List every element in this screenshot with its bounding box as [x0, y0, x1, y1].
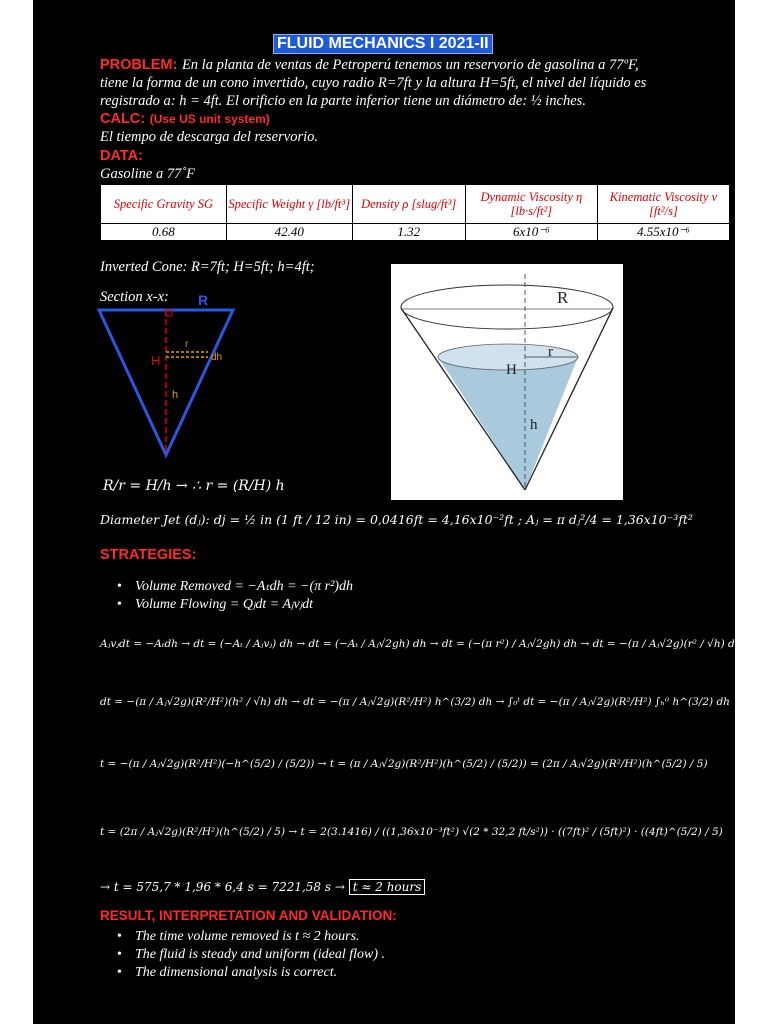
strategies-list: [113, 578, 353, 614]
equation-4: t = (2π / Aⱼ√2g)(R²/H²)(h^(5/2) / 5) → t = 2(3.1416) / ((1,36x10⁻³ft²) √(2 * 32,2 ft/s²)) · ((7ft)² / (5ft)²) · ((4ft)^(5/2) / 5): [100, 826, 723, 838]
header-cell: Dynamic Viscosity η [lb·s/ft²]: [465, 185, 597, 224]
calc-label: CALC:: [100, 111, 146, 127]
calc-text: El tiempo de descarga del reservorio.: [100, 129, 318, 145]
similarity-relation: R/r = H/h → ∴ r = (R/H) h: [103, 478, 285, 494]
calc-line: [100, 110, 270, 128]
table-header-row: [101, 185, 730, 224]
label-R: R: [557, 288, 569, 307]
list-item: • The time volume removed is t ≈ 2 hours.: [113, 928, 385, 946]
equation-3: t = −(π / Aⱼ√2g)(R²/H²)(−h^(5/2) / (5/2)) → t = (π / Aⱼ√2g)(R²/H²)(h^(5/2) / (5/2)) = (2π / Aⱼ√2g)(R²/H²)(h^(5/2) / 5): [100, 758, 708, 770]
jet-diameter: Diameter Jet (dⱼ): dj = ½ in (1 ft / 12 in) = 0,0416ft = 4,16x10⁻²ft ; Aⱼ = π dⱼ²/4 = 1,36x10⁻³ft²: [100, 512, 693, 527]
label-h: h: [530, 417, 538, 433]
problem-label: PROBLEM:: [100, 57, 178, 73]
table-cell: 0.68: [101, 224, 227, 241]
label-dh: dh: [211, 352, 223, 363]
section-diagram: [93, 290, 243, 460]
header-cell: Kinematic Viscosity ν [ft²/s]: [597, 185, 729, 224]
properties-table: [100, 184, 730, 241]
header-cell: Specific Weight γ [lb/ft³]: [226, 185, 352, 224]
table-cell: 1.32: [352, 224, 465, 241]
page-title: FLUID MECHANICS I 2021-II: [273, 34, 493, 54]
problem-text-3: registrado a: h = 4ft. El orificio en la parte inferior tiene un diámetro de: ½ inches.: [100, 93, 586, 109]
label-r: r: [548, 344, 553, 360]
table-cell: 4.55x10⁻⁶: [597, 224, 729, 241]
result-list: [113, 928, 385, 982]
list-item: • Volume Removed = −Aₜdh = −(π r²)dh: [113, 578, 353, 596]
label-R: R: [198, 292, 209, 308]
list-item: • The fluid is steady and uniform (ideal flow) .: [113, 946, 385, 964]
cone-rim: [401, 285, 613, 329]
result-label: RESULT, INTERPRETATION AND VALIDATION:: [100, 908, 397, 923]
fluid-label: Gasoline a 77˚F: [100, 166, 196, 182]
cone-dimensions: Inverted Cone: R=7ft; H=5ft; h=4ft;: [100, 259, 315, 275]
result-calculation: → t = 575,7 * 1,96 * 6,4 s = 7221,58 s →: [100, 880, 349, 894]
result-box: t ≈ 2 hours: [349, 879, 426, 895]
calc-note: (Use US unit system): [149, 112, 270, 126]
list-item: • The dimensional analysis is correct.: [113, 964, 385, 982]
cone-drawing: [391, 264, 623, 500]
section-label: Section x-x:: [100, 289, 169, 305]
document-page: [33, 0, 742, 1024]
label-H: H: [151, 353, 161, 368]
equation-2: dt = −(π / Aⱼ√2g)(R²/H²)(h² / √h) dh → dt = −(π / Aⱼ√2g)(R²/H²) h^(3/2) dh → ∫₀ᵗ dt = −(π / Aⱼ√2g)(R²/H²) ∫ₕ⁰ h^(3/2) dh: [100, 696, 730, 708]
problem-line-1: [100, 56, 639, 74]
problem-text-2: tiene la forma de un cono invertido, cuyo radio R=7ft y la altura H=5ft, el nivel del líquido es: [100, 75, 647, 91]
equation-1: Aⱼvⱼdt = −Aₜdh → dt = (−Aₜ / Aⱼvⱼ) dh → dt = (−Aₜ / Aⱼ√2gh) dh → dt = (−(π r²) / Aⱼ√2gh) dh → dt = −(π / Aⱼ√2g)(r² / √h) dh: [100, 638, 742, 650]
label-H: H: [506, 362, 517, 378]
data-label: DATA:: [100, 148, 143, 164]
label-h: h: [172, 389, 179, 401]
table-cell: 42.40: [226, 224, 352, 241]
cone-illustration: [391, 264, 623, 500]
list-item: • Volume Flowing = Qⱼdt = Aⱼvⱼdt: [113, 596, 353, 614]
final-result: [100, 880, 425, 894]
table-row: [101, 224, 730, 241]
strategies-label: STRATEGIES:: [100, 547, 197, 563]
problem-text-1: En la planta de ventas de Petroperú tenemos un reservorio de gasolina a 77ºF,: [181, 57, 639, 73]
table-cell: 6x10⁻⁶: [465, 224, 597, 241]
header-cell: Specific Gravity SG: [101, 185, 227, 224]
header-cell: Density ρ [slug/ft³]: [352, 185, 465, 224]
label-r: r: [185, 339, 189, 350]
